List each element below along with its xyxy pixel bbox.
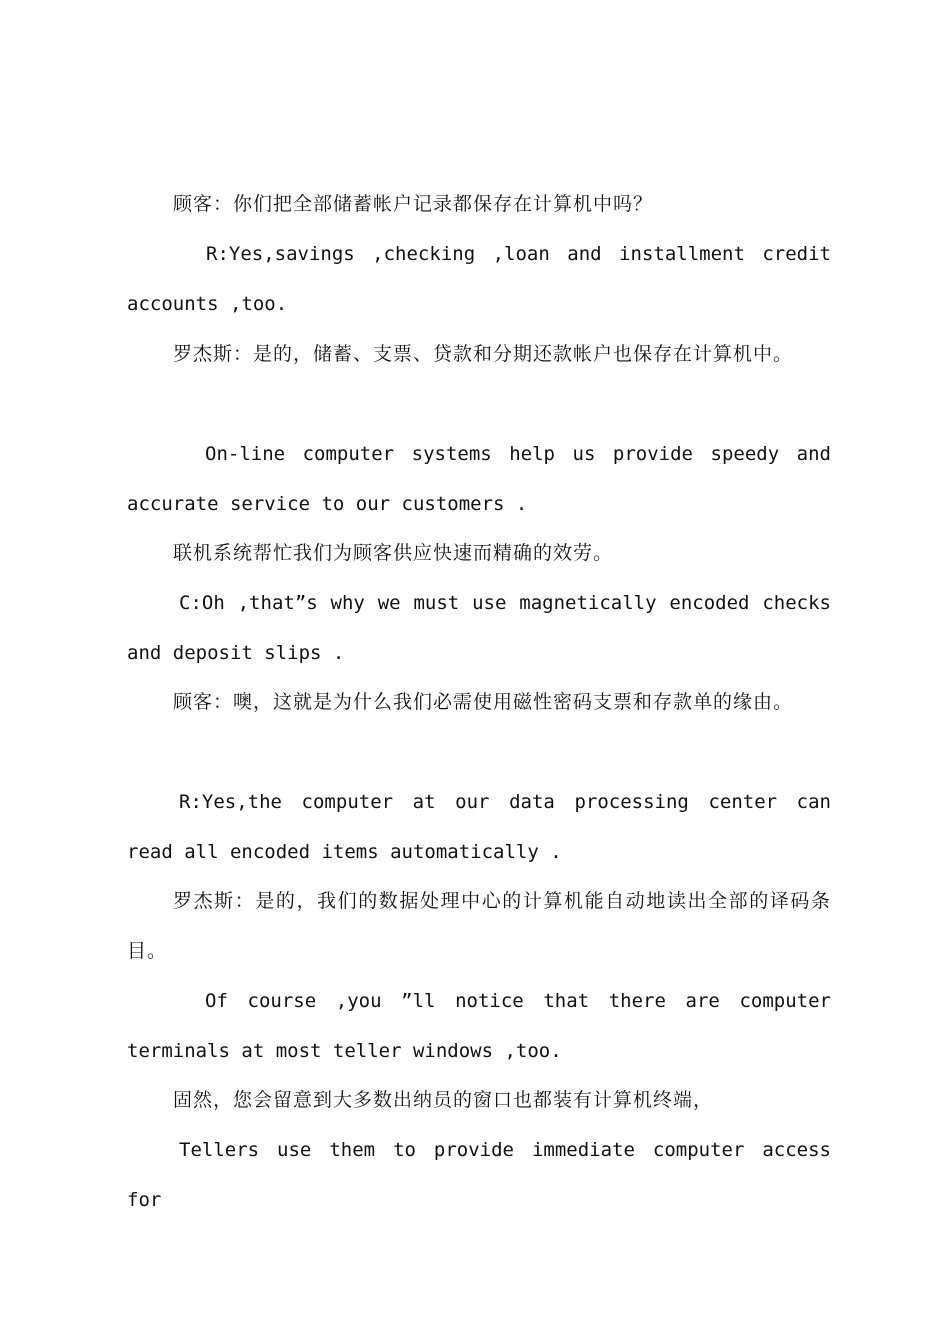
- paragraph-online-systems-en: On-line computer systems help us provide speedy and accurate service to our customers .: [127, 443, 831, 515]
- paragraph-rogers-data-center-en: R:Yes,the computer at our data processing center can read all encoded items automatically .: [127, 791, 831, 863]
- paragraph-online-systems-cn: 联机系统帮忙我们为顾客供应快速而精确的效劳。: [173, 542, 614, 564]
- paragraph-customer-checks-cn: 顾客：噢，这就是为什么我们必需使用磁性密码支票和存款单的缘由。: [173, 691, 794, 713]
- paragraph-terminals-en: Of course ,you ”ll notice that there are computer terminals at most teller windows ,too.: [127, 990, 831, 1062]
- paragraph-terminals-cn: 固然，您会留意到大多数出纳员的窗口也都装有计算机终端，: [173, 1089, 714, 1111]
- paragraph-rogers-data-center-cn: 罗杰斯：是的，我们的数据处理中心的计算机能自动地读出全部的译码条目。: [127, 890, 831, 962]
- paragraph-rogers-reply-cn: 罗杰斯：是的，储蓄、支票、贷款和分期还款帐户也保存在计算机中。: [173, 343, 794, 365]
- paragraph-customer-checks-en: C:Oh ,that”s why we must use magnetically encoded checks and deposit slips .: [127, 592, 831, 664]
- paragraph-customer-question-cn: 顾客：你们把全部储蓄帐户记录都保存在计算机中吗？: [173, 193, 654, 215]
- paragraph-rogers-reply-en: R:Yes,savings ,checking ,loan and installment credit accounts ,too.: [127, 243, 831, 315]
- paragraph-tellers-en: Tellers use them to provide immediate computer access for: [127, 1139, 831, 1211]
